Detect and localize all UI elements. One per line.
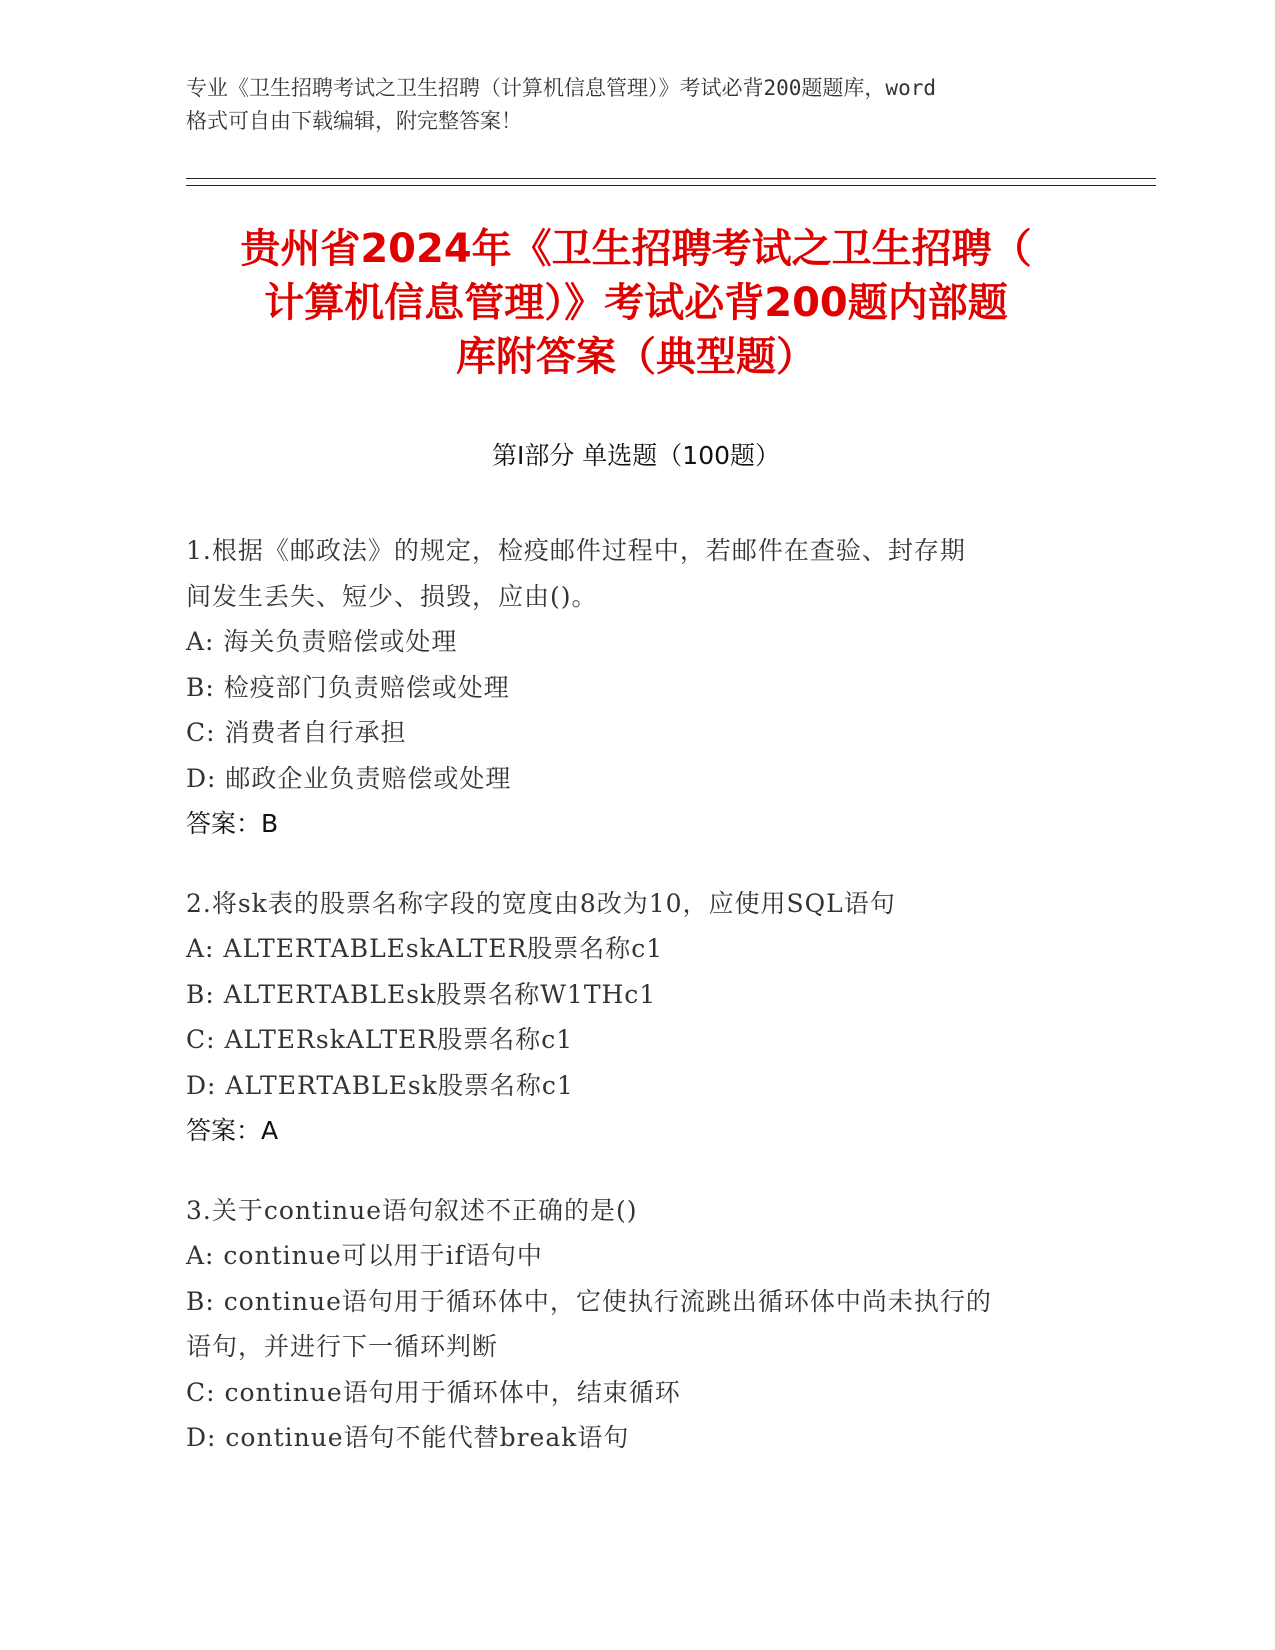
question-list (186, 528, 1086, 1495)
option-d: D: ALTERTABLEsk股票名称c1 (186, 1070, 574, 1100)
question-3 (186, 1188, 1086, 1461)
question-2 (186, 881, 1086, 1154)
option-a: A: 海关负责赔偿或处理 (186, 627, 458, 656)
option-b-continued: 语句，并进行下一循环判断 (186, 1332, 499, 1361)
option-b: B: ALTERTABLEsk股票名称W1THc1 (186, 979, 657, 1009)
option-c: C: ALTERskALTER股票名称c1 (186, 1025, 574, 1054)
question-stem: 1.根据《邮政法》的规定，检疫邮件过程中，若邮件在查验、封存期 (186, 536, 966, 565)
option-c: C: continue语句用于循环体中，结束循环 (186, 1377, 681, 1407)
option-d: D: 邮政企业负责赔偿或处理 (186, 763, 512, 793)
header-note-line: 专业《卫生招聘考试之卫生招聘（计算机信息管理）》考试必背200题题库，word (186, 76, 936, 100)
title-line: 计算机信息管理）》考试必背200题内部题 (264, 280, 1008, 326)
header-note (186, 72, 1086, 138)
question-stem: 3.关于continue语句叙述不正确的是() (186, 1195, 638, 1225)
question-1 (186, 528, 1086, 847)
option-a: A: ALTERTABLEskALTER股票名称c1 (186, 934, 664, 963)
title-line: 贵州省2024年《卫生招聘考试之卫生招聘（ (240, 226, 1032, 272)
document-title (186, 222, 1086, 384)
section-heading: 第I部分 单选题（100题） (491, 441, 781, 470)
question-stem: 2.将sk表的股票名称字段的宽度由8改为10，应使用SQL语句 (186, 888, 896, 918)
header-divider-bottom (186, 185, 1156, 186)
answer-label: 答案：A (186, 1116, 279, 1145)
header-divider-top (186, 178, 1156, 179)
option-a: A: continue可以用于if语句中 (186, 1241, 543, 1270)
title-line: 库附答案（典型题） (456, 334, 816, 380)
option-b: B: continue语句用于循环体中，它使执行流跳出循环体中尚未执行的 (186, 1286, 992, 1316)
answer-label: 答案：B (186, 809, 279, 838)
question-stem: 间发生丢失、短少、损毁，应由()。 (186, 581, 598, 611)
option-d: D: continue语句不能代替break语句 (186, 1423, 630, 1452)
option-b: B: 检疫部门负责赔偿或处理 (186, 672, 510, 702)
header-note-line: 格式可自由下载编辑，附完整答案！ (186, 109, 522, 133)
option-c: C: 消费者自行承担 (186, 718, 407, 747)
